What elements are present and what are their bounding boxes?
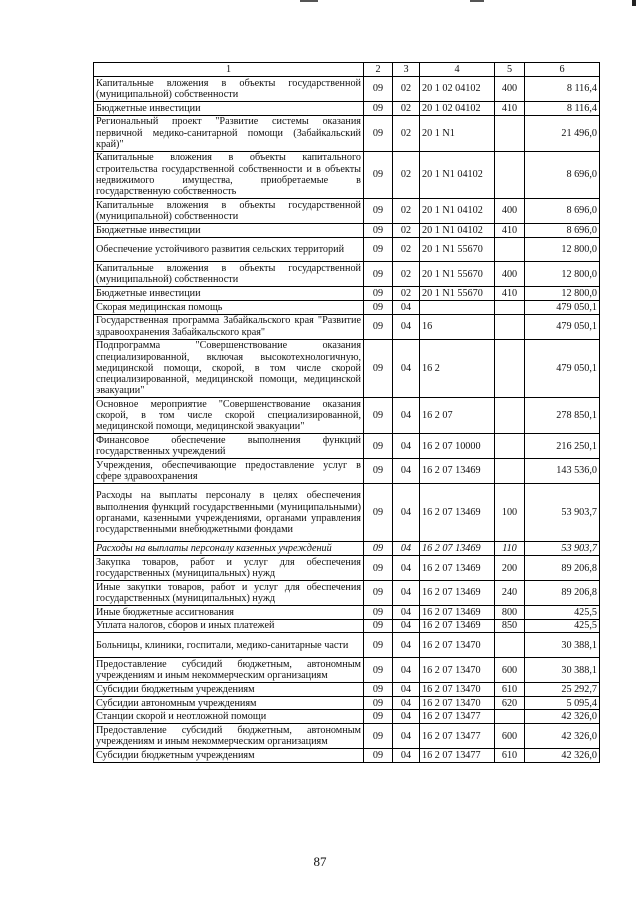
row-code-5-cell: 200 bbox=[495, 556, 525, 581]
row-name-cell: Субсидии бюджетным учреждениям bbox=[94, 749, 364, 763]
row-code-2-cell: 09 bbox=[364, 581, 393, 606]
row-name-cell: Предоставление субсидий бюджетным, автономным учреждениям и иным некоммерческим организациям bbox=[94, 658, 364, 683]
row-amount-cell: 8 116,4 bbox=[525, 77, 600, 102]
row-amount-cell: 30 388,1 bbox=[525, 658, 600, 683]
row-code-4-cell: 20 1 N1 55670 bbox=[420, 237, 495, 262]
row-code-2-cell: 09 bbox=[364, 151, 393, 198]
row-code-4-cell: 16 2 07 13469 bbox=[420, 581, 495, 606]
row-code-2-cell: 09 bbox=[364, 115, 393, 151]
row-code-2-cell: 09 bbox=[364, 398, 393, 434]
row-code-3-cell: 02 bbox=[393, 262, 420, 287]
row-name-cell: Субсидии бюджетным учреждениям bbox=[94, 683, 364, 697]
row-code-4-cell: 16 2 bbox=[420, 339, 495, 398]
row-name-cell: Обеспечение устойчивого развития сельских территорий bbox=[94, 237, 364, 262]
row-name-cell: Иные бюджетные ассигнования bbox=[94, 605, 364, 619]
row-code-2-cell: 09 bbox=[364, 314, 393, 339]
row-code-3-cell: 04 bbox=[393, 633, 420, 658]
row-amount-cell: 21 496,0 bbox=[525, 115, 600, 151]
row-code-5-cell bbox=[495, 115, 525, 151]
row-code-3-cell: 02 bbox=[393, 237, 420, 262]
row-code-2-cell: 09 bbox=[364, 749, 393, 763]
table-row bbox=[94, 101, 600, 115]
table-row bbox=[94, 696, 600, 710]
row-name-cell: Капитальные вложения в объекты государственной (муниципальной) собственности bbox=[94, 198, 364, 223]
row-amount-cell: 42 326,0 bbox=[525, 724, 600, 749]
row-code-2-cell: 09 bbox=[364, 483, 393, 542]
row-code-5-cell: 610 bbox=[495, 749, 525, 763]
row-code-4-cell: 16 2 07 10000 bbox=[420, 434, 495, 459]
row-name-cell: Станции скорой и неотложной помощи bbox=[94, 710, 364, 724]
row-code-4-cell: 20 1 02 04102 bbox=[420, 101, 495, 115]
header-col-6: 6 bbox=[525, 63, 600, 77]
row-code-4-cell: 16 2 07 13469 bbox=[420, 605, 495, 619]
row-code-4-cell: 16 2 07 13477 bbox=[420, 749, 495, 763]
budget-table bbox=[93, 62, 600, 763]
row-amount-cell: 8 696,0 bbox=[525, 151, 600, 198]
row-code-5-cell: 400 bbox=[495, 198, 525, 223]
row-name-cell: Подпрограмма "Совершенствование оказания специализированной, включая высокотехнологичную, медицинской помощи, скорой, в том числе скорой специализированной, медицинской помощи, медицинской эвакуации" bbox=[94, 339, 364, 398]
row-name-cell: Уплата налогов, сборов и иных платежей bbox=[94, 619, 364, 633]
row-amount-cell: 278 850,1 bbox=[525, 398, 600, 434]
row-amount-cell: 479 050,1 bbox=[525, 314, 600, 339]
table-row bbox=[94, 710, 600, 724]
row-code-5-cell bbox=[495, 459, 525, 484]
row-code-2-cell: 09 bbox=[364, 77, 393, 102]
budget-table-body bbox=[94, 63, 600, 763]
row-code-2-cell: 09 bbox=[364, 339, 393, 398]
row-code-3-cell: 04 bbox=[393, 398, 420, 434]
row-code-3-cell: 02 bbox=[393, 151, 420, 198]
row-code-3-cell: 04 bbox=[393, 301, 420, 315]
row-amount-cell: 12 800,0 bbox=[525, 262, 600, 287]
row-code-4-cell: 16 2 07 13469 bbox=[420, 556, 495, 581]
row-code-5-cell: 610 bbox=[495, 683, 525, 697]
row-code-3-cell: 04 bbox=[393, 749, 420, 763]
row-name-cell: Региональный проект "Развитие системы оказания первичной медико-санитарной помощи (Забайкальский край)" bbox=[94, 115, 364, 151]
row-code-2-cell: 09 bbox=[364, 459, 393, 484]
header-col-5: 5 bbox=[495, 63, 525, 77]
row-name-cell: Субсидии автономным учреждениям bbox=[94, 696, 364, 710]
table-row bbox=[94, 683, 600, 697]
row-code-5-cell: 600 bbox=[495, 724, 525, 749]
table-row bbox=[94, 398, 600, 434]
row-code-4-cell: 16 2 07 13469 bbox=[420, 483, 495, 542]
row-code-5-cell: 600 bbox=[495, 658, 525, 683]
row-code-4-cell: 20 1 N1 55670 bbox=[420, 287, 495, 301]
row-name-cell: Иные закупки товаров, работ и услуг для обеспечения государственных (муниципальных) нужд bbox=[94, 581, 364, 606]
table-row bbox=[94, 198, 600, 223]
row-code-4-cell: 16 2 07 13470 bbox=[420, 633, 495, 658]
row-code-2-cell: 09 bbox=[364, 556, 393, 581]
row-code-5-cell bbox=[495, 339, 525, 398]
row-code-5-cell: 110 bbox=[495, 542, 525, 556]
table-row bbox=[94, 658, 600, 683]
row-code-3-cell: 04 bbox=[393, 581, 420, 606]
row-code-4-cell: 20 1 N1 55670 bbox=[420, 262, 495, 287]
row-code-4-cell: 16 2 07 13470 bbox=[420, 683, 495, 697]
row-name-cell: Скорая медицинская помощь bbox=[94, 301, 364, 315]
row-amount-cell: 30 388,1 bbox=[525, 633, 600, 658]
row-code-3-cell: 02 bbox=[393, 198, 420, 223]
row-code-5-cell: 100 bbox=[495, 483, 525, 542]
row-code-2-cell: 09 bbox=[364, 101, 393, 115]
row-code-4-cell: 20 1 N1 04102 bbox=[420, 151, 495, 198]
row-code-2-cell: 09 bbox=[364, 605, 393, 619]
table-row bbox=[94, 619, 600, 633]
row-name-cell: Учреждения, обеспечивающие предоставление услуг в сфере здравоохранения bbox=[94, 459, 364, 484]
row-code-3-cell: 04 bbox=[393, 339, 420, 398]
row-amount-cell: 8 696,0 bbox=[525, 223, 600, 237]
row-amount-cell: 89 206,8 bbox=[525, 581, 600, 606]
row-code-4-cell: 16 2 07 13469 bbox=[420, 619, 495, 633]
row-name-cell: Бюджетные инвестиции bbox=[94, 101, 364, 115]
table-row bbox=[94, 605, 600, 619]
table-row bbox=[94, 262, 600, 287]
row-code-4-cell: 16 bbox=[420, 314, 495, 339]
row-code-3-cell: 04 bbox=[393, 696, 420, 710]
row-code-5-cell: 240 bbox=[495, 581, 525, 606]
row-code-5-cell bbox=[495, 633, 525, 658]
row-code-4-cell: 16 2 07 13470 bbox=[420, 658, 495, 683]
row-code-2-cell: 09 bbox=[364, 658, 393, 683]
row-amount-cell: 25 292,7 bbox=[525, 683, 600, 697]
row-code-5-cell bbox=[495, 314, 525, 339]
row-amount-cell: 479 050,1 bbox=[525, 339, 600, 398]
row-code-2-cell: 09 bbox=[364, 287, 393, 301]
row-amount-cell: 12 800,0 bbox=[525, 287, 600, 301]
row-name-cell: Закупка товаров, работ и услуг для обеспечения государственных (муниципальных) нужд bbox=[94, 556, 364, 581]
row-name-cell: Бюджетные инвестиции bbox=[94, 287, 364, 301]
row-name-cell: Предоставление субсидий бюджетным, автономным учреждениям и иным некоммерческим организациям bbox=[94, 724, 364, 749]
row-code-3-cell: 04 bbox=[393, 619, 420, 633]
table-row bbox=[94, 314, 600, 339]
row-amount-cell: 12 800,0 bbox=[525, 237, 600, 262]
row-code-2-cell: 09 bbox=[364, 619, 393, 633]
row-code-4-cell: 20 1 N1 04102 bbox=[420, 198, 495, 223]
table-row bbox=[94, 115, 600, 151]
table-row bbox=[94, 223, 600, 237]
row-amount-cell: 8 116,4 bbox=[525, 101, 600, 115]
row-code-2-cell: 09 bbox=[364, 710, 393, 724]
row-amount-cell: 53 903,7 bbox=[525, 542, 600, 556]
row-amount-cell: 216 250,1 bbox=[525, 434, 600, 459]
row-code-4-cell bbox=[420, 301, 495, 315]
row-code-5-cell: 410 bbox=[495, 287, 525, 301]
row-code-3-cell: 04 bbox=[393, 434, 420, 459]
row-code-4-cell: 20 1 02 04102 bbox=[420, 77, 495, 102]
row-code-5-cell bbox=[495, 301, 525, 315]
row-code-5-cell: 850 bbox=[495, 619, 525, 633]
row-code-5-cell: 400 bbox=[495, 77, 525, 102]
table-row bbox=[94, 151, 600, 198]
row-code-4-cell: 16 2 07 13477 bbox=[420, 724, 495, 749]
row-code-2-cell: 09 bbox=[364, 542, 393, 556]
row-amount-cell: 425,5 bbox=[525, 619, 600, 633]
table-row bbox=[94, 237, 600, 262]
row-amount-cell: 479 050,1 bbox=[525, 301, 600, 315]
row-code-2-cell: 09 bbox=[364, 434, 393, 459]
row-code-5-cell bbox=[495, 398, 525, 434]
row-code-2-cell: 09 bbox=[364, 724, 393, 749]
row-code-3-cell: 04 bbox=[393, 710, 420, 724]
row-code-4-cell: 16 2 07 13470 bbox=[420, 696, 495, 710]
row-amount-cell: 53 903,7 bbox=[525, 483, 600, 542]
row-code-3-cell: 04 bbox=[393, 605, 420, 619]
table-row bbox=[94, 724, 600, 749]
row-name-cell: Государственная программа Забайкальского края "Развитие здравоохранения Забайкальского края" bbox=[94, 314, 364, 339]
row-code-3-cell: 04 bbox=[393, 542, 420, 556]
row-code-2-cell: 09 bbox=[364, 223, 393, 237]
row-amount-cell: 42 326,0 bbox=[525, 710, 600, 724]
row-name-cell: Бюджетные инвестиции bbox=[94, 223, 364, 237]
row-code-3-cell: 04 bbox=[393, 314, 420, 339]
row-code-3-cell: 04 bbox=[393, 683, 420, 697]
row-name-cell: Расходы на выплаты персоналу в целях обеспечения выполнения функций государственными (муниципальными) органами, казенными учреждениями, органами управления государственными внебюджетными фондами bbox=[94, 483, 364, 542]
row-amount-cell: 143 536,0 bbox=[525, 459, 600, 484]
row-code-3-cell: 04 bbox=[393, 459, 420, 484]
page-number: 87 bbox=[313, 854, 327, 869]
table-row bbox=[94, 633, 600, 658]
row-code-2-cell: 09 bbox=[364, 301, 393, 315]
row-code-2-cell: 09 bbox=[364, 262, 393, 287]
row-code-5-cell bbox=[495, 237, 525, 262]
header-col-2: 2 bbox=[364, 63, 393, 77]
row-code-3-cell: 04 bbox=[393, 724, 420, 749]
scan-edge-marks bbox=[0, 0, 640, 6]
row-code-3-cell: 02 bbox=[393, 77, 420, 102]
table-row bbox=[94, 749, 600, 763]
row-code-3-cell: 04 bbox=[393, 483, 420, 542]
row-code-5-cell bbox=[495, 710, 525, 724]
row-code-5-cell: 410 bbox=[495, 101, 525, 115]
table-row bbox=[94, 542, 600, 556]
header-col-1: 1 bbox=[94, 63, 364, 77]
row-code-5-cell: 800 bbox=[495, 605, 525, 619]
row-name-cell: Больницы, клиники, госпитали, медико-санитарные части bbox=[94, 633, 364, 658]
row-name-cell: Капитальные вложения в объекты капитального строительства государственной собственности и в объекты недвижимого имущества, приобретаемые в государственную собственность bbox=[94, 151, 364, 198]
table-header-row bbox=[94, 63, 600, 77]
row-code-2-cell: 09 bbox=[364, 633, 393, 658]
header-col-4: 4 bbox=[420, 63, 495, 77]
row-code-2-cell: 09 bbox=[364, 696, 393, 710]
row-code-3-cell: 02 bbox=[393, 101, 420, 115]
row-code-4-cell: 20 1 N1 04102 bbox=[420, 223, 495, 237]
row-code-5-cell bbox=[495, 151, 525, 198]
row-code-5-cell bbox=[495, 434, 525, 459]
row-name-cell: Капитальные вложения в объекты государственной (муниципальной) собственности bbox=[94, 77, 364, 102]
row-code-2-cell: 09 bbox=[364, 237, 393, 262]
row-code-4-cell: 16 2 07 13469 bbox=[420, 542, 495, 556]
row-code-3-cell: 02 bbox=[393, 287, 420, 301]
table-row bbox=[94, 301, 600, 315]
row-name-cell: Капитальные вложения в объекты государственной (муниципальной) собственности bbox=[94, 262, 364, 287]
row-name-cell: Основное мероприятие "Совершенствование оказания скорой, в том числе скорой специализированной, медицинской помощи, медицинской эвакуации" bbox=[94, 398, 364, 434]
row-code-3-cell: 04 bbox=[393, 556, 420, 581]
row-code-4-cell: 20 1 N1 bbox=[420, 115, 495, 151]
row-amount-cell: 42 326,0 bbox=[525, 749, 600, 763]
row-code-4-cell: 16 2 07 13469 bbox=[420, 459, 495, 484]
row-code-2-cell: 09 bbox=[364, 683, 393, 697]
row-code-3-cell: 02 bbox=[393, 223, 420, 237]
row-code-5-cell: 400 bbox=[495, 262, 525, 287]
row-code-5-cell: 620 bbox=[495, 696, 525, 710]
row-code-2-cell: 09 bbox=[364, 198, 393, 223]
row-code-4-cell: 16 2 07 bbox=[420, 398, 495, 434]
row-code-5-cell: 410 bbox=[495, 223, 525, 237]
table-row bbox=[94, 287, 600, 301]
row-name-cell: Расходы на выплаты персоналу казенных учреждений bbox=[94, 542, 364, 556]
header-col-3: 3 bbox=[393, 63, 420, 77]
row-code-3-cell: 04 bbox=[393, 658, 420, 683]
table-row bbox=[94, 581, 600, 606]
row-name-cell: Финансовое обеспечение выполнения функций государственных учреждений bbox=[94, 434, 364, 459]
table-row bbox=[94, 339, 600, 398]
row-code-3-cell: 02 bbox=[393, 115, 420, 151]
table-row bbox=[94, 556, 600, 581]
table-row bbox=[94, 77, 600, 102]
row-code-4-cell: 16 2 07 13477 bbox=[420, 710, 495, 724]
row-amount-cell: 8 696,0 bbox=[525, 198, 600, 223]
table-row bbox=[94, 459, 600, 484]
row-amount-cell: 425,5 bbox=[525, 605, 600, 619]
row-amount-cell: 5 095,4 bbox=[525, 696, 600, 710]
table-row bbox=[94, 434, 600, 459]
table-row bbox=[94, 483, 600, 542]
row-amount-cell: 89 206,8 bbox=[525, 556, 600, 581]
